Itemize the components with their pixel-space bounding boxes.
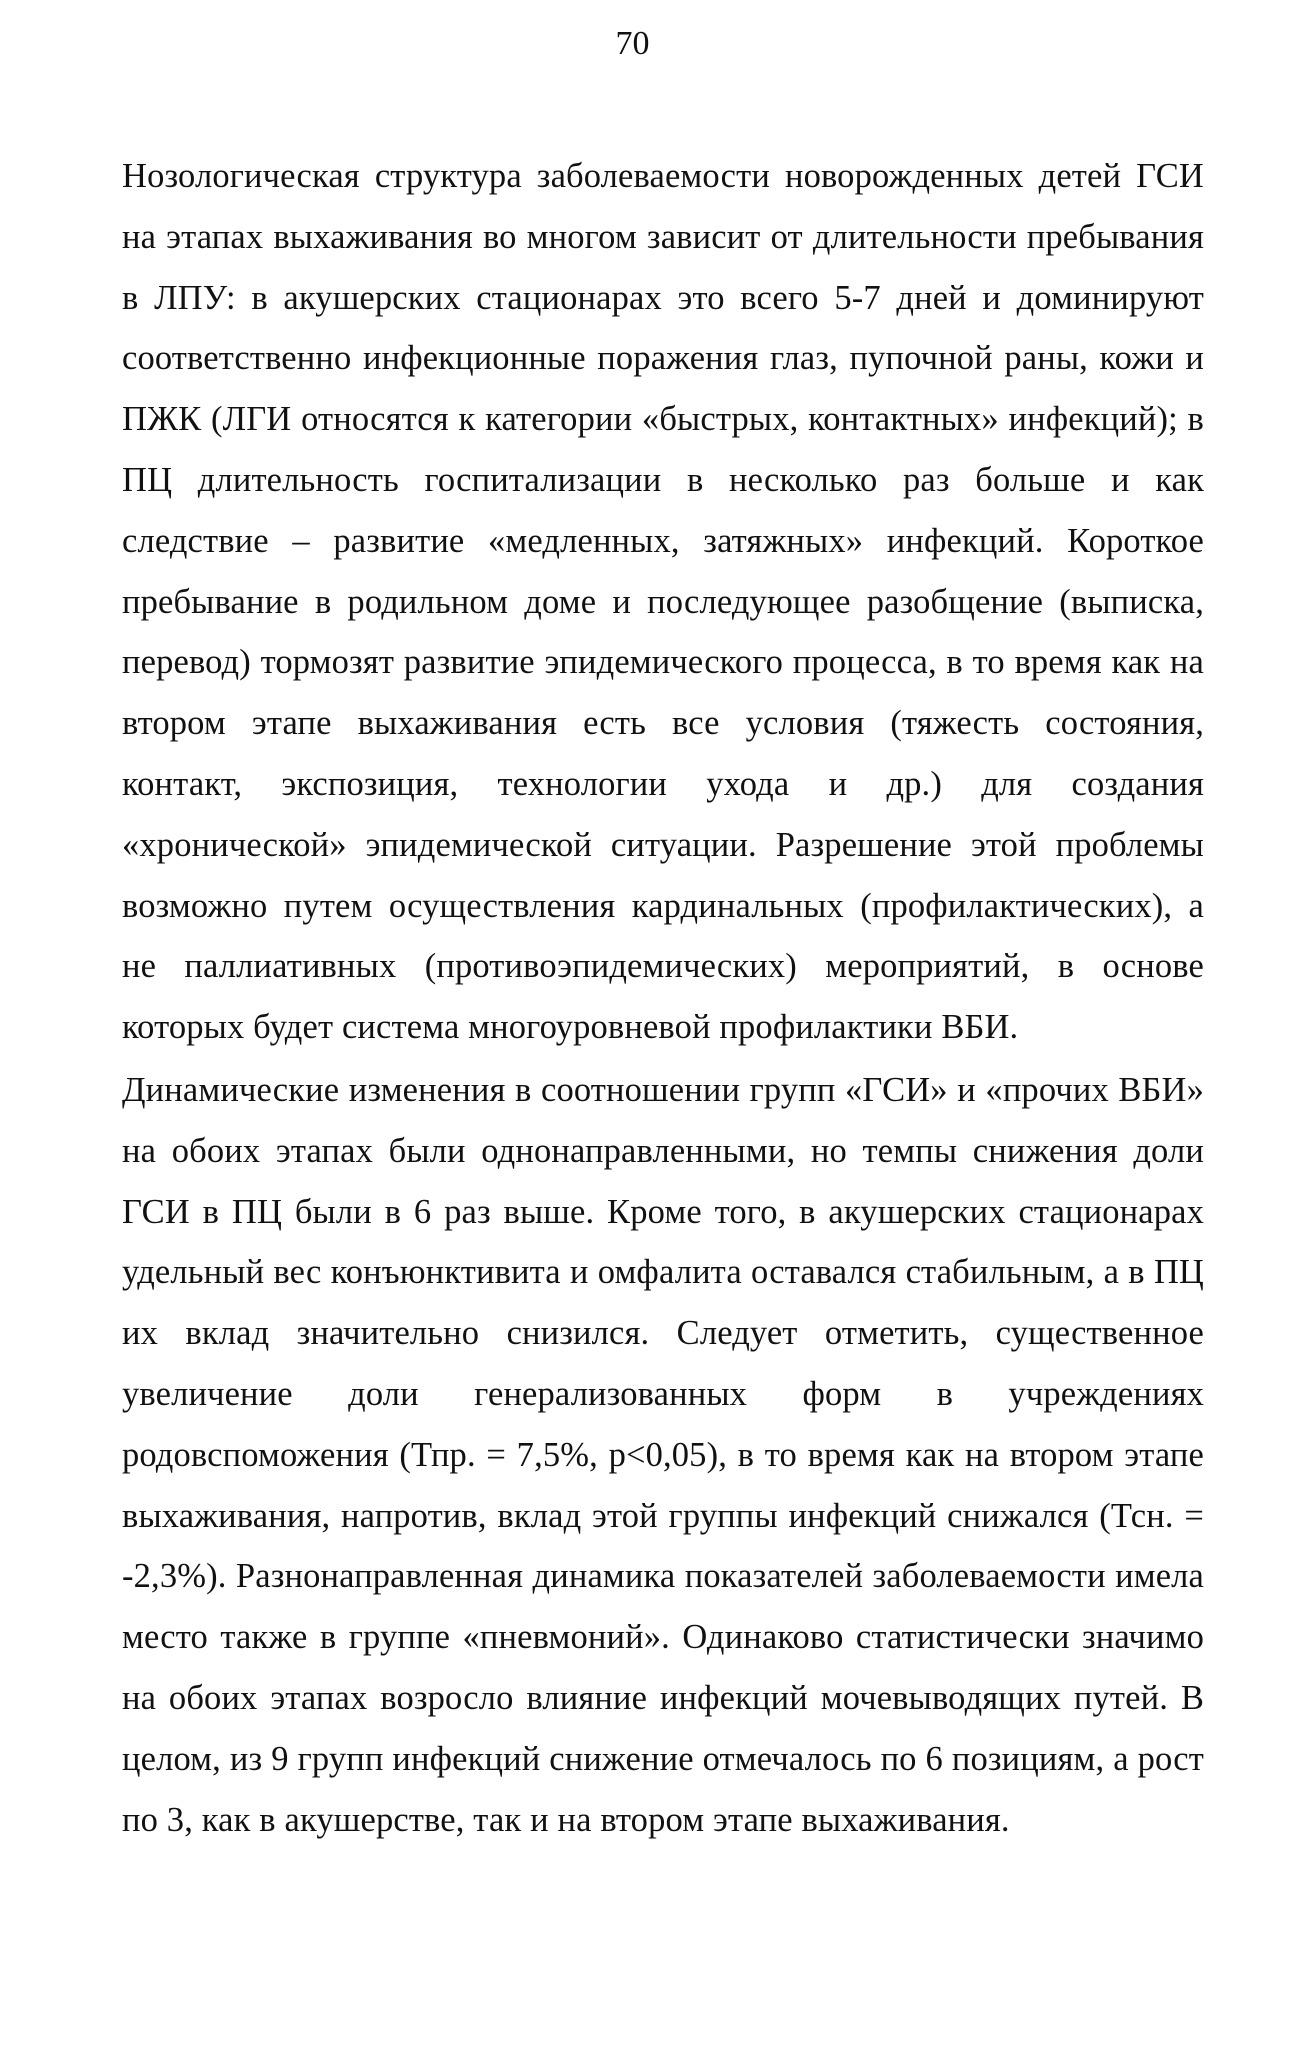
body-text	[122, 146, 1204, 1850]
page-number: 70	[615, 25, 650, 62]
paragraph-2: Динамические изменения в соотношении групп «ГСИ» и «прочих ВБИ» на обоих этапах были однонаправленными, но темпы снижения доли ГСИ в ПЦ были в 6 раз выше. Кроме того, в акушерских стационарах удельный вес конъюнктивита и омфалита оставался стабильным, а в ПЦ их вклад значительно снизился. Следует отметить, существенное увеличение доли генерализованных форм в учреждениях родовспоможения (Тпр. = 7,5%, p<0,05), в то время как на втором этапе выхаживания, напротив, вклад этой группы инфекций снижался (Тсн. = -2,3%). Разнонаправленная динамика показателей заболеваемости имела место также в группе «пневмоний». Одинаково статистически значимо на обоих этапах возросло влияние инфекций мочевыводящих путей. В целом, из 9 групп инфекций снижение отмечалось по 6 позициям, а рост по 3, как в акушерстве, так и на втором этапе выхаживания.	[122, 1070, 1204, 1839]
paragraph-1: Нозологическая структура заболеваемости новорожденных детей ГСИ на этапах выхаживания во многом зависит от длительности пребывания в ЛПУ: в акушерских стационарах это всего 5-7 дней и доминируют соответственно инфекционные поражения глаз, пупочной раны, кожи и ПЖК (ЛГИ относятся к категории «быстрых, контактных» инфекций); в ПЦ длительность госпитализации в несколько раз больше и как следствие – развитие «медленных, затяжных» инфекций. Короткое пребывание в родильном доме и последующее разобщение (выписка, перевод) тормозят развитие эпидемического процесса, в то время как на втором этапе выхаживания есть все условия (тяжесть состояния, контакт, экспозиция, технологии ухода и др.) для создания «хронической» эпидемической ситуации. Разрешение этой проблемы возможно путем осуществления кардинальных (профилактических), а не паллиативных (противоэпидемических) мероприятий, в основе которых будет система многоуровневой профилактики ВБИ.	[122, 157, 1204, 1047]
